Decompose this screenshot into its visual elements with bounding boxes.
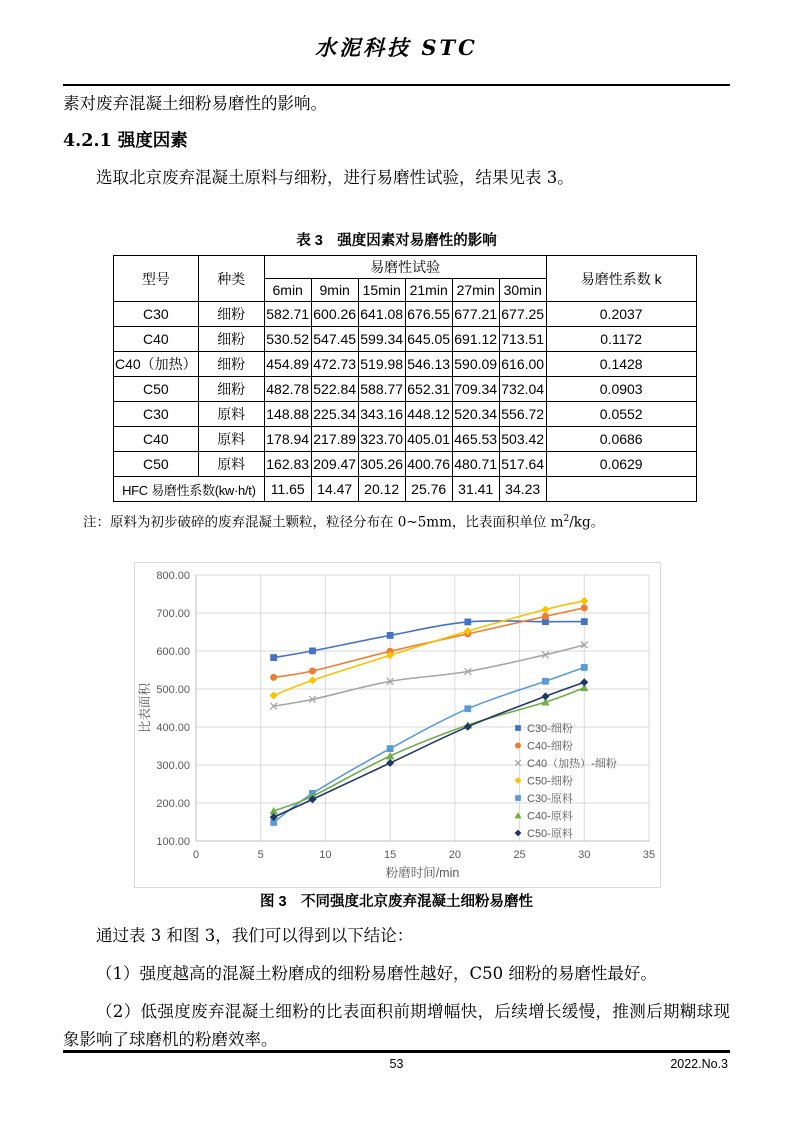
cell-value: 217.89	[311, 427, 358, 452]
y-tick-label: 700.00	[156, 607, 190, 620]
cell-value: 34.23	[499, 477, 546, 502]
header-time: 27min	[452, 279, 499, 302]
cell-value: 676.55	[405, 302, 452, 327]
y-tick-label: 400.00	[156, 721, 190, 734]
cell-value: 600.26	[311, 302, 358, 327]
series-marker	[270, 654, 277, 661]
series-marker	[581, 618, 588, 625]
legend-label: C30-原料	[527, 792, 573, 805]
cell-value: 517.64	[499, 452, 546, 477]
y-axis-title: 比表面积	[138, 682, 152, 733]
cell-k: 0.1172	[546, 327, 696, 352]
figure-caption: 图 3 不同强度北京废弃混凝土细粉易磨性	[259, 893, 534, 910]
note-prefix: 注：原料为初步破碎的废弃混凝土颗粒，粒径分布在 0~5mm，比表面积单位 m	[83, 514, 564, 531]
cell-value: 546.13	[405, 352, 452, 377]
x-tick-label: 5	[257, 848, 264, 861]
cell-value: 31.41	[452, 477, 499, 502]
legend-label: C40（加热）-细粉	[527, 757, 617, 770]
y-tick-label: 100.00	[156, 835, 190, 848]
cell-type: 原料	[198, 402, 264, 427]
cell-value: 588.77	[358, 377, 405, 402]
cell-k: 0.0903	[546, 377, 696, 402]
cell-value: 645.05	[405, 327, 452, 352]
header-test-group: 易磨性试验	[264, 256, 546, 279]
cell-value: 582.71	[264, 302, 311, 327]
x-tick-label: 0	[192, 848, 200, 861]
cell-value: 454.89	[264, 352, 311, 377]
cell-type: 细粉	[198, 327, 264, 352]
cell-value: 323.70	[358, 427, 405, 452]
cell-value: 162.83	[264, 452, 311, 477]
page-content	[63, 0, 730, 1054]
x-axis-title: 粉磨时间/min	[385, 865, 460, 880]
legend-label: C40-细粉	[527, 740, 573, 752]
table-row	[114, 327, 697, 352]
conclusion-2: （2）低强度废弃混凝土细粉的比表面积前期增幅快，后续增长缓慢，推测后期糊球现象影响了球磨机的粉磨效率。	[63, 1001, 730, 1049]
series-marker	[515, 725, 521, 731]
cell-type: 细粉	[198, 377, 264, 402]
cell-value: 709.34	[452, 377, 499, 402]
table-row	[114, 402, 697, 427]
y-tick-label: 600.00	[156, 645, 190, 658]
cell-value: 148.88	[264, 402, 311, 427]
series-marker	[309, 667, 316, 674]
page-footer	[63, 1050, 730, 1072]
header-time: 9min	[311, 279, 358, 302]
cell-model: C40	[114, 327, 199, 352]
header-coefficient: 易磨性系数 k	[546, 256, 696, 302]
legend-label: C50-原料	[527, 827, 573, 840]
cell-value: 25.76	[405, 477, 452, 502]
table-row	[114, 377, 697, 402]
cell-value: 616.00	[499, 352, 546, 377]
series-marker	[309, 647, 316, 654]
cell-value: 465.53	[452, 427, 499, 452]
cell-model: C50	[114, 452, 199, 477]
figure-3-chart	[134, 562, 661, 888]
table-row	[114, 352, 697, 377]
cell-value: 590.09	[452, 352, 499, 377]
cell-model: C30	[114, 302, 199, 327]
lead-text: 素对废弃混凝土细粉易磨性的影响。	[63, 94, 327, 113]
cell-type: 原料	[198, 427, 264, 452]
series-marker	[542, 612, 549, 619]
table-row-hfc	[114, 477, 697, 502]
journal-header	[63, 0, 730, 86]
cell-value: 520.34	[452, 402, 499, 427]
cell-value: 599.34	[358, 327, 405, 352]
cell-value: 482.78	[264, 377, 311, 402]
series-marker	[387, 745, 394, 752]
line-chart-svg	[134, 562, 661, 888]
cell-value: 713.51	[499, 327, 546, 352]
cell-k: 0.2037	[546, 302, 696, 327]
chart-border	[135, 562, 661, 887]
issue-number: 2022.No.3	[670, 1057, 728, 1071]
cell-hfc-label: HFC 易磨性系数(kw·h/t)	[114, 477, 265, 502]
cell-value: 641.08	[358, 302, 405, 327]
legend-label: C40-原料	[527, 810, 573, 822]
series-marker	[581, 664, 588, 671]
cell-value: 677.21	[452, 302, 499, 327]
cell-value: 209.47	[311, 452, 358, 477]
cell-value: 20.12	[358, 477, 405, 502]
series-marker	[581, 604, 588, 611]
x-tick-label: 30	[578, 848, 591, 861]
series-marker	[464, 618, 471, 625]
cell-type: 细粉	[198, 352, 264, 377]
cell-k: 0.1428	[546, 352, 696, 377]
cell-value: 480.71	[452, 452, 499, 477]
cell-value: 556.72	[499, 402, 546, 427]
table-row	[114, 427, 697, 452]
cell-model: C40	[114, 427, 199, 452]
series-marker	[542, 677, 549, 684]
cell-type: 细粉	[198, 302, 264, 327]
x-tick-label: 10	[319, 848, 332, 861]
cell-value: 178.94	[264, 427, 311, 452]
cell-value: 691.12	[452, 327, 499, 352]
series-marker	[464, 705, 471, 712]
cell-value: 305.26	[358, 452, 405, 477]
cell-model: C50	[114, 377, 199, 402]
cell-value: 343.16	[358, 402, 405, 427]
cell-value: 677.25	[499, 302, 546, 327]
cell-value: 448.12	[405, 402, 452, 427]
cell-value: 400.76	[405, 452, 452, 477]
cell-value: 732.04	[499, 377, 546, 402]
cell-value: 652.31	[405, 377, 452, 402]
cell-k-empty	[546, 477, 696, 502]
y-tick-label: 800.00	[156, 569, 190, 582]
cell-value: 503.42	[499, 427, 546, 452]
note-suffix: /kg。	[569, 514, 605, 531]
table-header-row-1	[114, 256, 697, 279]
legend-label: C50-细粉	[527, 775, 573, 787]
cell-value: 14.47	[311, 477, 358, 502]
cell-value: 405.01	[405, 427, 452, 452]
header-model: 型号	[114, 256, 199, 302]
cell-k: 0.0686	[546, 427, 696, 452]
cell-value: 519.98	[358, 352, 405, 377]
journal-title: 水泥科技 STC	[315, 35, 478, 60]
x-tick-label: 20	[448, 848, 461, 861]
page-number: 53	[389, 1057, 404, 1071]
y-tick-label: 500.00	[156, 683, 190, 696]
series-marker	[515, 742, 521, 748]
intro-paragraph: 选取北京废弃混凝土原料与细粉，进行易磨性试验，结果见表 3。	[96, 168, 574, 187]
header-time: 15min	[358, 279, 405, 302]
y-tick-label: 300.00	[156, 759, 190, 772]
header-type: 种类	[198, 256, 264, 302]
cell-model: C40（加热）	[114, 352, 199, 377]
header-time: 6min	[264, 279, 311, 302]
series-marker	[270, 673, 277, 680]
conclusion-1: （1）强度越高的混凝土粉磨成的细粉易磨性越好，C50 细粉的易磨性最好。	[96, 963, 657, 983]
cell-model: C30	[114, 402, 199, 427]
cell-k: 0.0552	[546, 402, 696, 427]
header-time: 21min	[405, 279, 452, 302]
cell-value: 547.45	[311, 327, 358, 352]
cell-value: 472.73	[311, 352, 358, 377]
series-marker	[387, 631, 394, 638]
table-note	[83, 510, 730, 532]
legend-label: C30-细粉	[527, 722, 573, 735]
cell-type: 原料	[198, 452, 264, 477]
cell-value: 530.52	[264, 327, 311, 352]
table-row	[114, 452, 697, 477]
section-heading: 4.2.1 强度因素	[63, 131, 188, 151]
cell-value: 11.65	[264, 477, 311, 502]
table-row	[114, 302, 697, 327]
series-marker	[515, 795, 521, 801]
grindability-table	[113, 255, 697, 502]
note-superscript: 2	[563, 514, 570, 524]
x-tick-label: 35	[642, 848, 656, 861]
header-time: 30min	[499, 279, 546, 302]
x-tick-label: 15	[384, 848, 397, 861]
cell-value: 225.34	[311, 402, 358, 427]
conclusion-intro: 通过表 3 和图 3，我们可以得到以下结论：	[96, 925, 414, 945]
cell-k: 0.0629	[546, 452, 696, 477]
table-caption: 表 3 强度因素对易磨性的影响	[296, 233, 497, 249]
x-tick-label: 25	[513, 848, 526, 861]
y-tick-label: 200.00	[156, 797, 190, 810]
cell-value: 522.84	[311, 377, 358, 402]
